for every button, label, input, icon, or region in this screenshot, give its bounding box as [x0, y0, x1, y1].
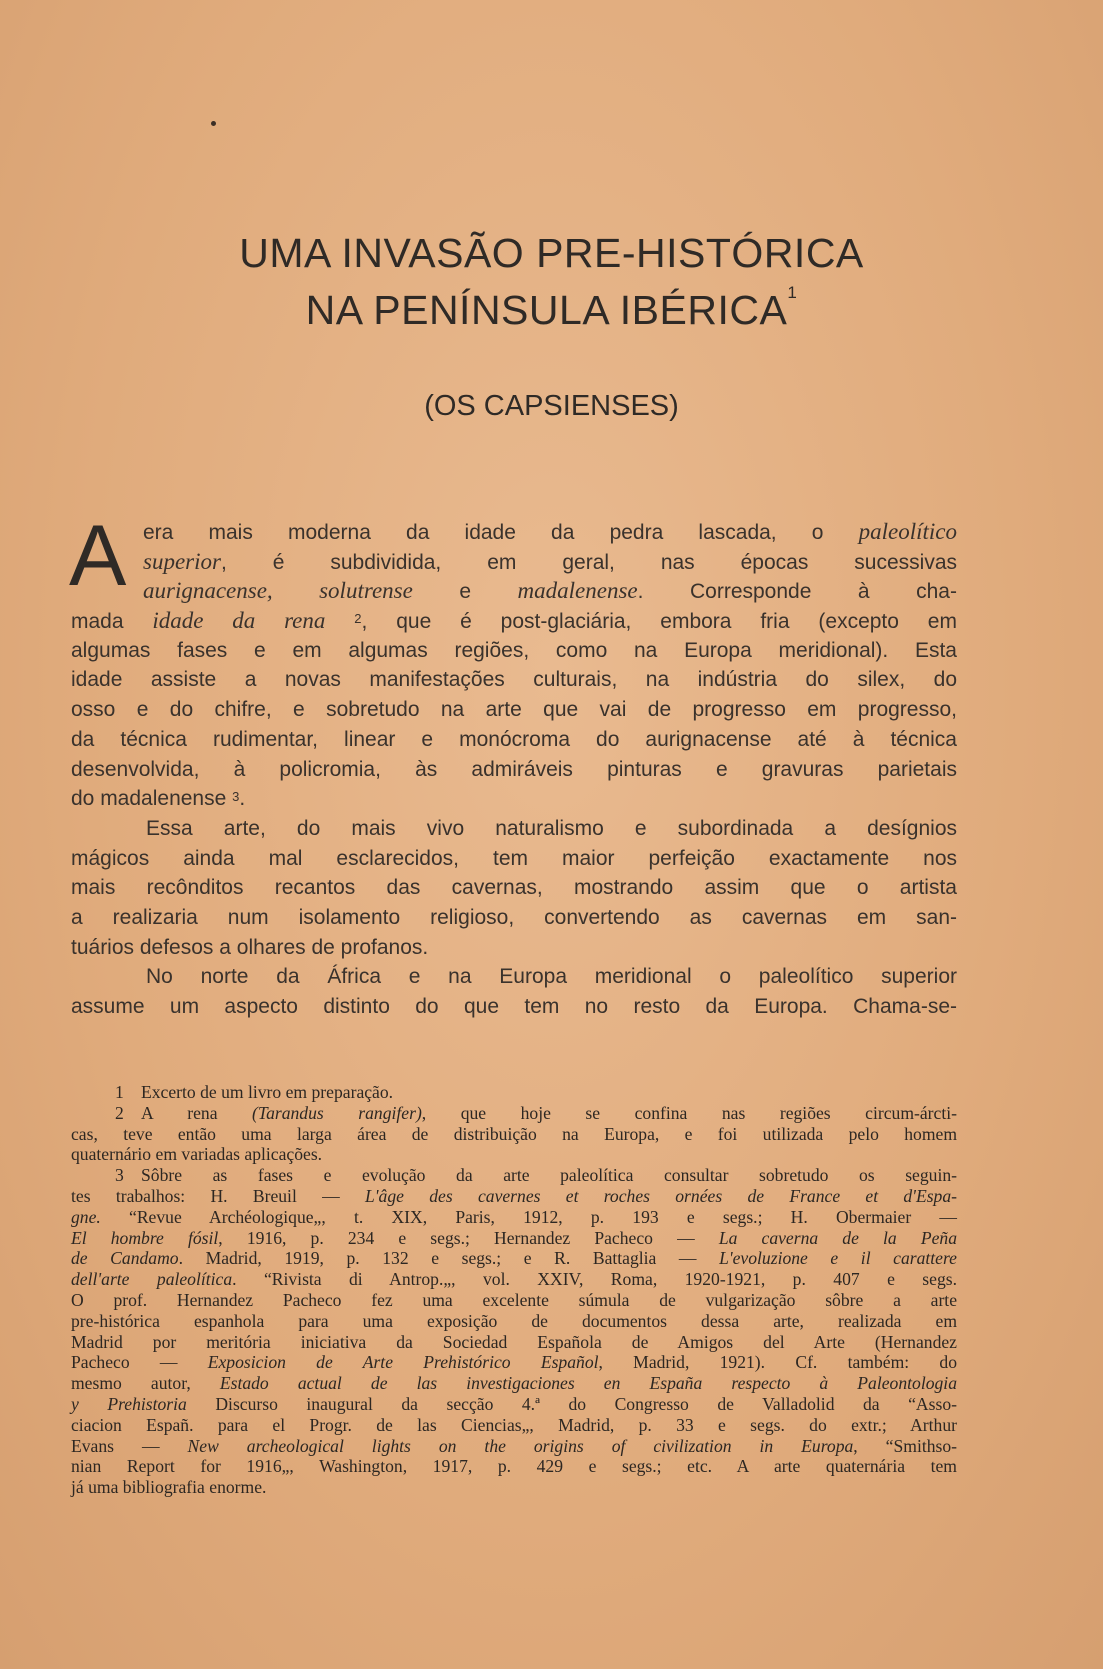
- footnote-line: mesmo autor, Estado actual de las investigaciones en España respecto à Paleontologia: [71, 1373, 957, 1394]
- footnote-ref: 3: [232, 789, 240, 805]
- footnote-1: 1 Excerto de um livro em preparação.: [115, 1082, 394, 1102]
- page-subtitle: (OS CAPSIENSES): [424, 390, 679, 422]
- body-line: No norte da África e na Europa meridional o paleolítico superior: [146, 965, 957, 989]
- footnote-3: 3 Sôbre as fases e evolução da arte paleolítica consultar sobretudo os seguin-: [115, 1165, 957, 1186]
- footnote-line: tes trabalhos: H. Breuil — L'âge des cavernes et roches ornées de France et d'Espa-: [71, 1185, 957, 1206]
- body-text: [69, 508, 957, 1022]
- footnote-line: de Candamo. Madrid, 1919, p. 132 e segs.; e R. Battaglia — L'evoluzione e il carattere: [71, 1248, 957, 1269]
- footnote-2: 2 A rena (Tarandus rangifer), que hoje se confina nas regiões circum-árcti-: [115, 1102, 957, 1123]
- body-line: mada idade da rena $^2$, que é post-glaciária, embora fria (excepto em: [71, 608, 957, 634]
- body-line: da técnica rudimentar, linear e monócroma do aurignacense até à técnica: [71, 727, 957, 751]
- footnote-line: ciacion Españ. para el Progr. de las Ciencias„, Madrid, p. 33 e segs. do extr.; Arthur: [71, 1414, 957, 1435]
- title-footnote-ref: 1: [787, 283, 798, 302]
- footnote-line: pre-histórica espanhola para uma exposição de documentos dessa arte, realizada em: [71, 1310, 957, 1331]
- footnote-line: y Prehistoria Discurso inaugural da secção 4.ª do Congresso de Valladolid da “Asso-: [71, 1393, 957, 1414]
- body-line: Essa arte, do mais vivo naturalismo e subordinada a desígnios: [146, 816, 957, 840]
- footnote-line: Madrid por meritória iniciativa da Sociedad Española de Amigos del Arte (Hernandez: [71, 1331, 957, 1352]
- page-title-line-1: UMA INVASÃO PRE-HISTÓRICA: [239, 230, 864, 276]
- footnote-line: quaternário em variadas aplicações.: [71, 1144, 323, 1165]
- footnote-line: já uma bibliografia enorme.: [71, 1477, 267, 1498]
- page-title-line-2: [0, 283, 1103, 334]
- body-line: mais recônditos recantos das cavernas, mostrando assim que o artista: [71, 876, 957, 900]
- body-line: superior, é subdividida, em geral, nas épocas sucessivas: [143, 548, 957, 574]
- footnote-ref: 2: [354, 611, 362, 627]
- body-line: algumas fases e em algumas regiões, como na Europa meridional). Esta: [71, 638, 957, 662]
- footnote-line: cas, teve então uma larga área de distribuição na Europa, e foi utilizada pelo homem: [71, 1123, 957, 1144]
- body-line: era mais moderna da idade da pedra lascada, o paleolítico: [143, 519, 957, 544]
- footnote-line: gne. “Revue Archéologique„, t. XIX, Paris, 1912, p. 193 e segs.; H. Obermaier —: [71, 1206, 957, 1227]
- footnote-line: El hombre fósil, 1916, p. 234 e segs.; Hernandez Pacheco — La caverna de la Peña: [71, 1227, 958, 1248]
- drop-cap: A: [69, 508, 127, 604]
- page-title-line-2-text: NA PENÍNSULA IBÉRICA: [305, 287, 788, 333]
- body-line: aurignacense, solutrense e madalenense. Corresponde à cha-: [143, 578, 957, 604]
- footnote-line: dell'arte paleolítica. “Rivista di Antrop.„, vol. XXIV, Roma, 1920-1921, p. 407 e segs.: [71, 1269, 957, 1290]
- body-line: mágicos ainda mal esclarecidos, tem maior perfeição exactamente nos: [71, 846, 957, 870]
- body-line: tuários defesos a olhares de profanos.: [71, 935, 429, 959]
- ink-dot: [211, 121, 216, 126]
- body-line: desenvolvida, à policromia, às admiráveis pinturas e gravuras parietais: [71, 757, 957, 781]
- footnote-line: nian Report for 1916„, Washington, 1917, p. 429 e segs.; etc. A arte quaternária tem: [71, 1456, 957, 1477]
- footnote-line: Pacheco — Exposicion de Arte Prehistórico Español, Madrid, 1921). Cf. também: do: [71, 1352, 957, 1373]
- body-line: assume um aspecto distinto do que tem no resto da Europa. Chama-se-: [71, 995, 957, 1018]
- body-line: idade assiste a novas manifestações culturais, na indústria do silex, do: [71, 668, 957, 692]
- body-line: do madalenense $^3$.: [71, 787, 246, 811]
- body-line: a realizaria num isolamento religioso, convertendo as cavernas em san-: [71, 905, 957, 929]
- footnote-line: O prof. Hernandez Pacheco fez uma excelente súmula de vulgarização sôbre a arte: [71, 1289, 957, 1310]
- body-line: osso e do chifre, e sobretudo na arte que vai de progresso em progresso,: [71, 698, 957, 722]
- footnotes: [71, 1082, 957, 1498]
- footnote-line: Evans — New archeological lights on the origins of civilization in Europa, “Smithso-: [71, 1435, 958, 1456]
